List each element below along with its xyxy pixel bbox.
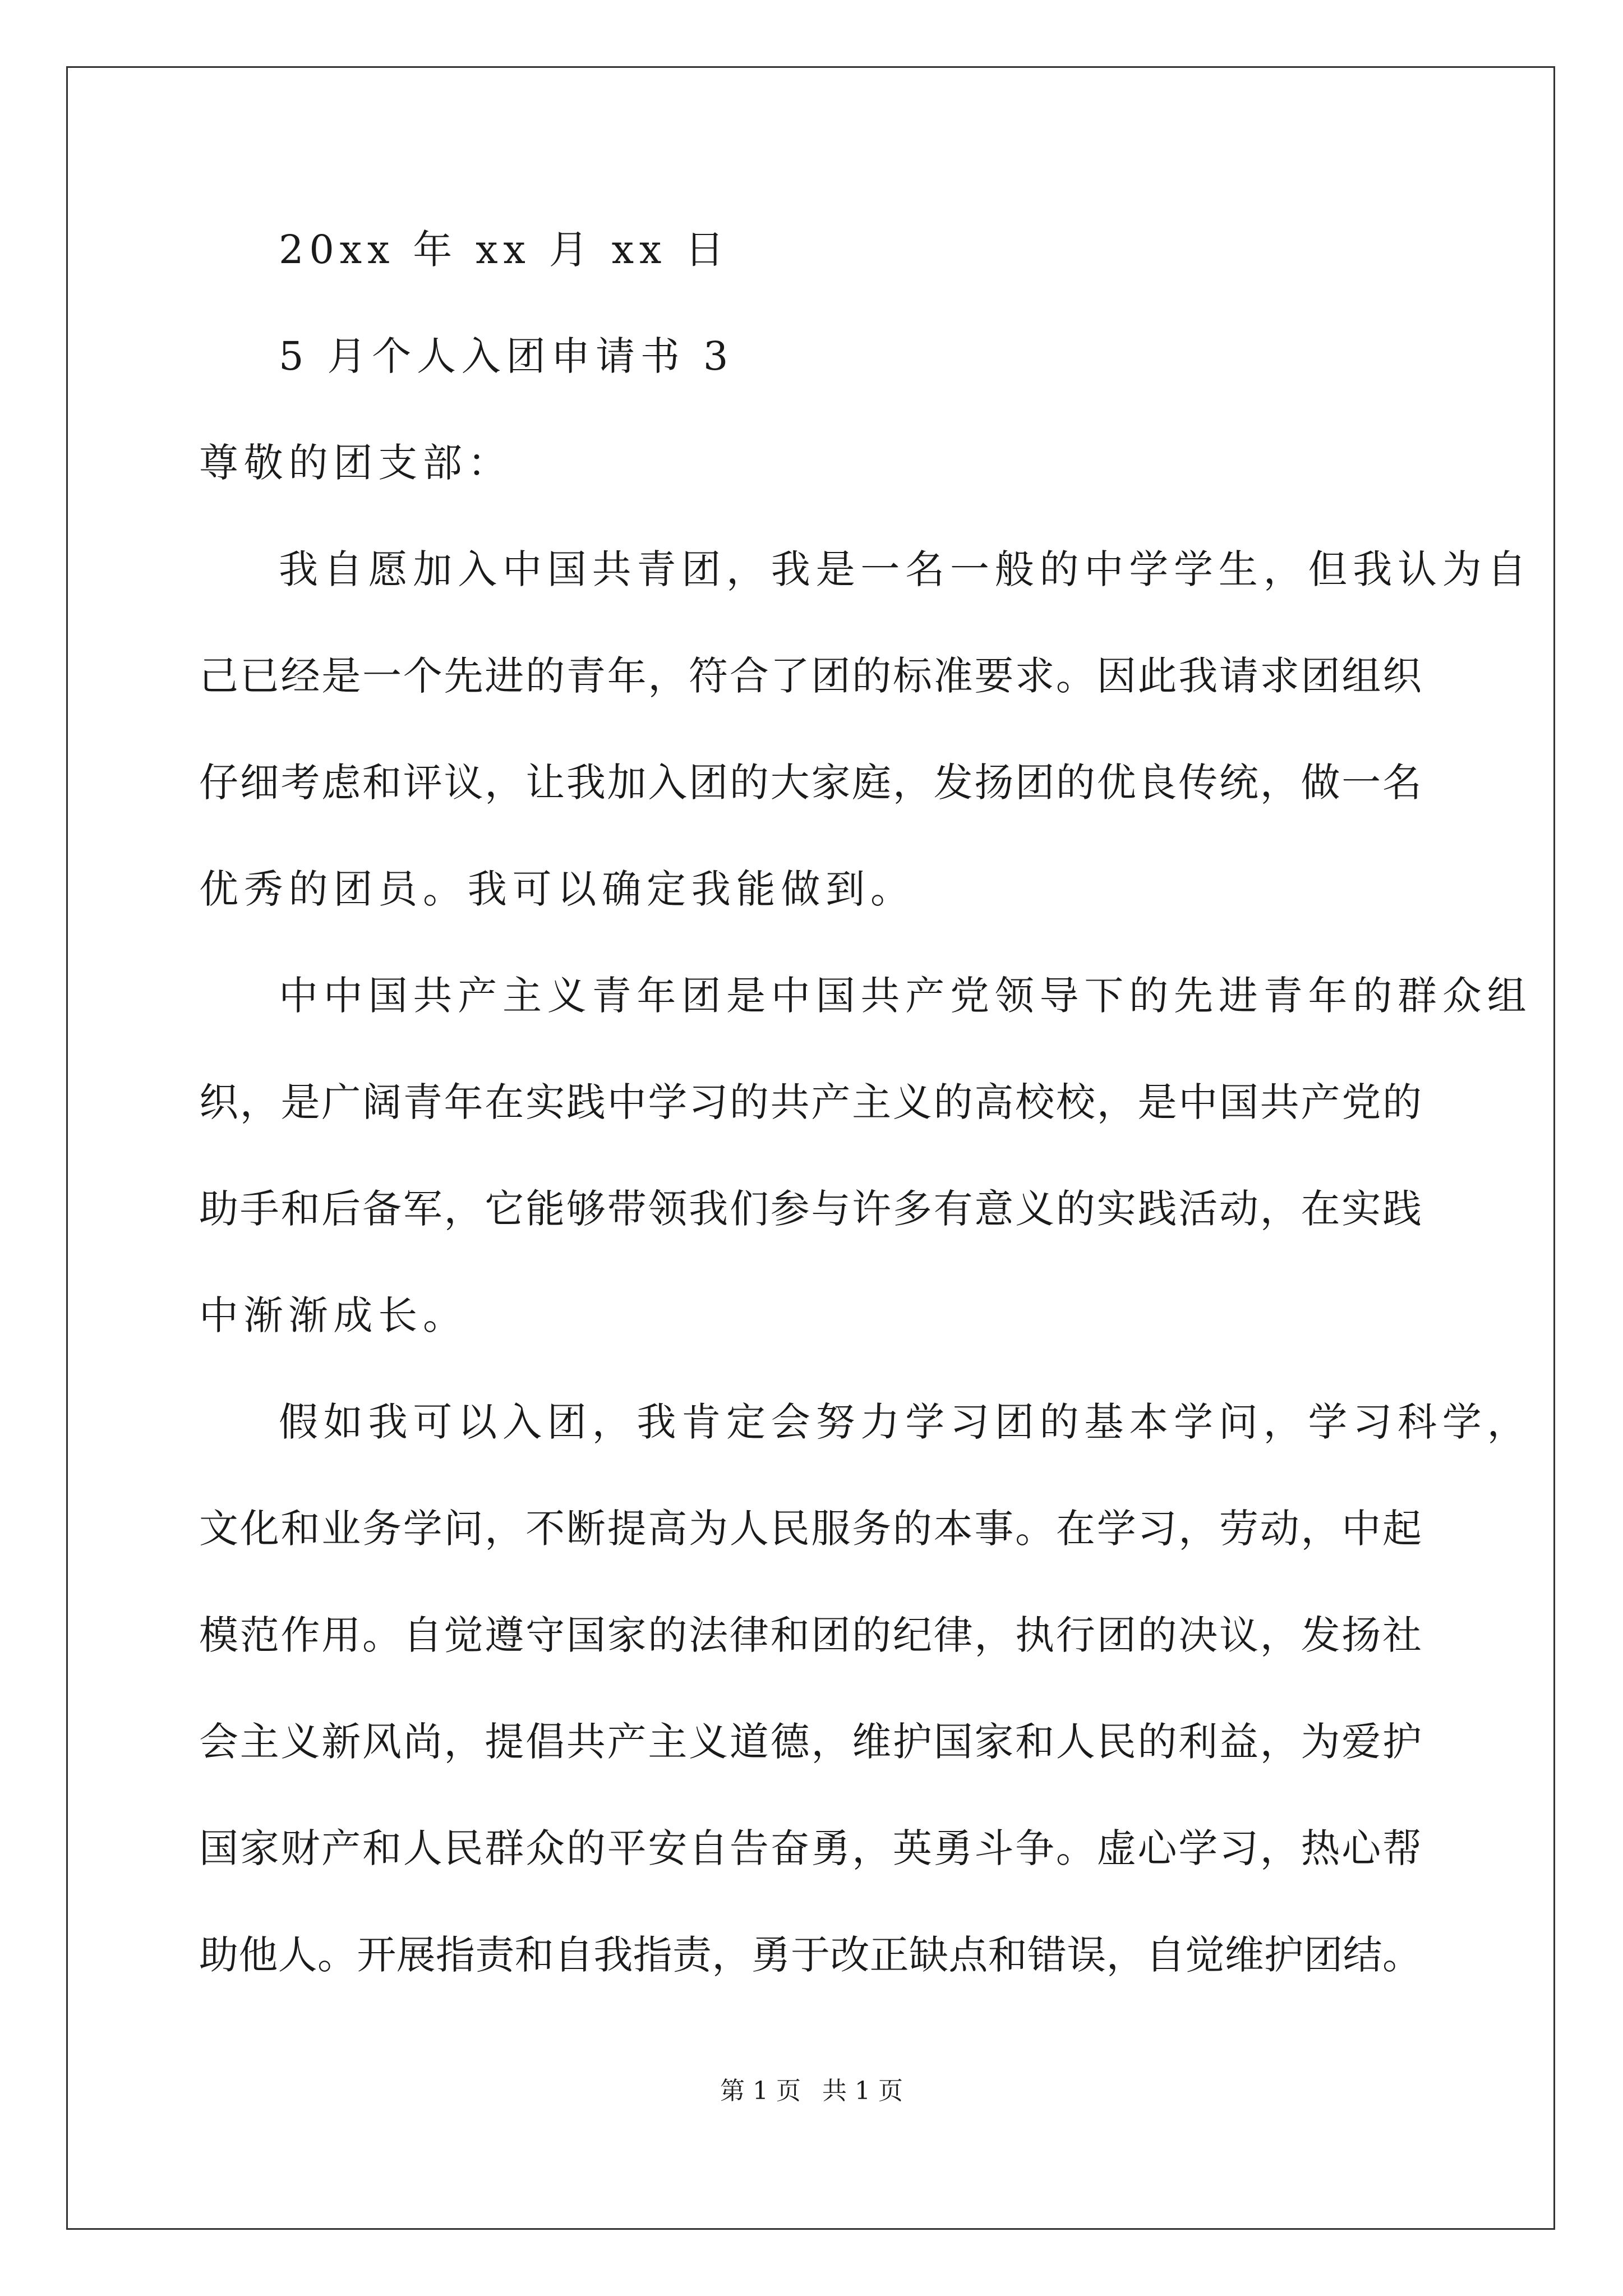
page-number: 第 1 页 [720, 2077, 801, 2105]
paragraph-1-line: 仔细考虑和评议，让我加入团的大家庭，发扬团的优良传统，做一名 [199, 760, 1422, 806]
paragraph-3-line: 假如我可以入团，我肯定会努力学习团的基本学问，学习科学， [279, 1399, 1532, 1445]
page-border [66, 66, 1555, 2230]
paragraph-3-line: 会主义新风尚，提倡共产主义道德，维护国家和人民的利益，为爱护 [199, 1719, 1422, 1765]
paragraph-3-line: 文化和业务学问，不断提高为人民服务的本事。在学习，劳动，中起 [199, 1506, 1422, 1552]
paragraph-2-line: 织，是广阔青年在实践中学习的共产主义的高校校，是中国共产党的 [199, 1079, 1422, 1125]
page-total: 共 1 页 [822, 2077, 903, 2105]
document-title: 5 月个人入团申请书 3 [279, 333, 734, 379]
salutation: 尊敬的团支部： [199, 440, 513, 486]
paragraph-2-line: 中渐渐成长。 [199, 1292, 468, 1338]
paragraph-2-line: 中中国共产主义青年团是中国共产党领导下的先进青年的群众组 [279, 973, 1532, 1019]
paragraph-1-line: 我自愿加入中国共青团，我是一名一般的中学学生，但我认为自 [279, 546, 1532, 592]
date-line: 20xx 年 xx 月 xx 日 [279, 227, 730, 273]
paragraph-3-line: 助他人。开展指责和自我指责，勇于改正缺点和错误，自觉维护团结。 [199, 1932, 1422, 1978]
page-footer [0, 2074, 1623, 2108]
paragraph-3-line: 模范作用。自觉遵守国家的法律和团的纪律，执行团的决议，发扬社 [199, 1612, 1422, 1658]
paragraph-1-line: 己已经是一个先进的青年，符合了团的标准要求。因此我请求团组织 [199, 653, 1422, 699]
paragraph-3-line: 国家财产和人民群众的平安自告奋勇，英勇斗争。虚心学习，热心帮 [199, 1825, 1422, 1871]
paragraph-1-line: 优秀的团员。我可以确定我能做到。 [199, 866, 915, 912]
paragraph-2-line: 助手和后备军，它能够带领我们参与许多有意义的实践活动，在实践 [199, 1186, 1422, 1232]
